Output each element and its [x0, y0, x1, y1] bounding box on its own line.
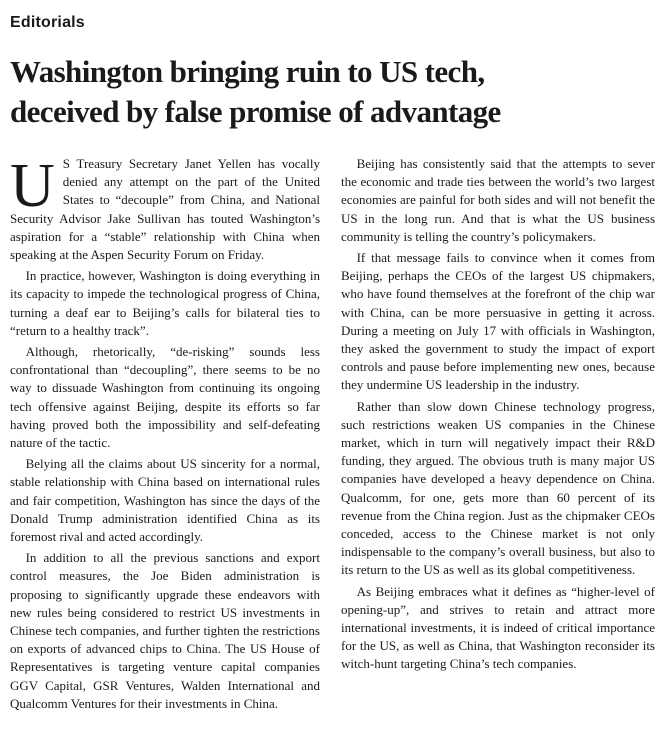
article-column-right	[341, 155, 655, 677]
article-paragraph: If that message fails to convince when it comes from Beijing, perhaps the CEOs of the largest US chipmakers, who have found themselves at the forefront of the chip war with China, can be more persuasive in getting it across. During a meeting on July 17 with officials in Washington, they asked the government to study the impact of export controls and pause before implementing new ones, because they undermine US leadership in the industry.	[341, 250, 655, 393]
drop-cap: U	[10, 152, 55, 220]
headline-line-1: Washington bringing ruin to US tech,	[10, 54, 485, 89]
article-paragraph: Rather than slow down Chinese technology progress, such restrictions weaken US companies in the Chinese market, which in turn will negatively impact their R&D funding, they argued. The obvious truth is many major US companies have developed a heavy dependence on China. Qualcomm, for one, gets more than 60 percent of its revenue from the China region. Just as the chipmaker CEOs conceded, access to the Chinese market is not only indispensable to the company’s overall business, but also to its return to the US as well as its global competitiveness.	[341, 398, 655, 578]
article-paragraph: As Beijing embraces what it defines as “higher-level of opening-up”, and strives to retain and attract more international investments, it is indeed of critical importance for the US, as well as China, that Washington reconsider its witch-hunt targeting China’s tech companies.	[341, 583, 655, 672]
paragraph-text: S Treasury Secretary Janet Yellen has vocally denied any attempt on the part of the United States to “decouple” from China, and National Security Advisor Jake Sullivan has touted Washington’s aspiration for a “stable” relationship with China when speaking at the Aspen Security Forum on Friday.	[10, 156, 320, 263]
headline-line-2: deceived by false promise of advantage	[10, 94, 501, 129]
headline	[10, 52, 656, 132]
article-paragraph: Belying all the claims about US sincerity for a normal, stable relationship with China based on international rules and fair competition, Washington has since the days of the Donald Trump administration identified China as its foremost rival and acted accordingly.	[10, 456, 320, 545]
section-label: Editorials	[10, 14, 85, 31]
article-paragraph	[10, 152, 320, 264]
article-paragraph: Although, rhetorically, “de-risking” sounds less confrontational than “decoupling”, there seems to be no way to dissuade Washington from continuing its ongoing tech offensive against Beijing, despite its efforts so far having proved both the impossibility and self-defeating nature of the tactic.	[10, 344, 320, 451]
article-column-left	[10, 152, 320, 716]
article-paragraph: In practice, however, Washington is doing everything in its capacity to impede the technological progress of China, turning a deaf ear to Beijing’s calls for bilateral ties to “return to a healthy track”.	[10, 268, 320, 338]
article-paragraph: Beijing has consistently said that the attempts to sever the economic and trade ties between the world’s two largest economies are painful for both sides and will not benefit the US in the long run. And that is what the US business community is telling the country’s policymakers.	[341, 156, 655, 244]
article-paragraph: In addition to all the previous sanctions and export control measures, the Joe Biden administration is proposing to significantly upgrade these endeavors with new rules being considered to restrict US investments in Chinese tech companies, and further tighten the restrictions on exports of advanced chips to China. The US House of Representatives is targeting venture capital companies GGV Capital, GSR Ventures, Walden International and Qualcomm Ventures for their investments in China.	[10, 550, 320, 711]
